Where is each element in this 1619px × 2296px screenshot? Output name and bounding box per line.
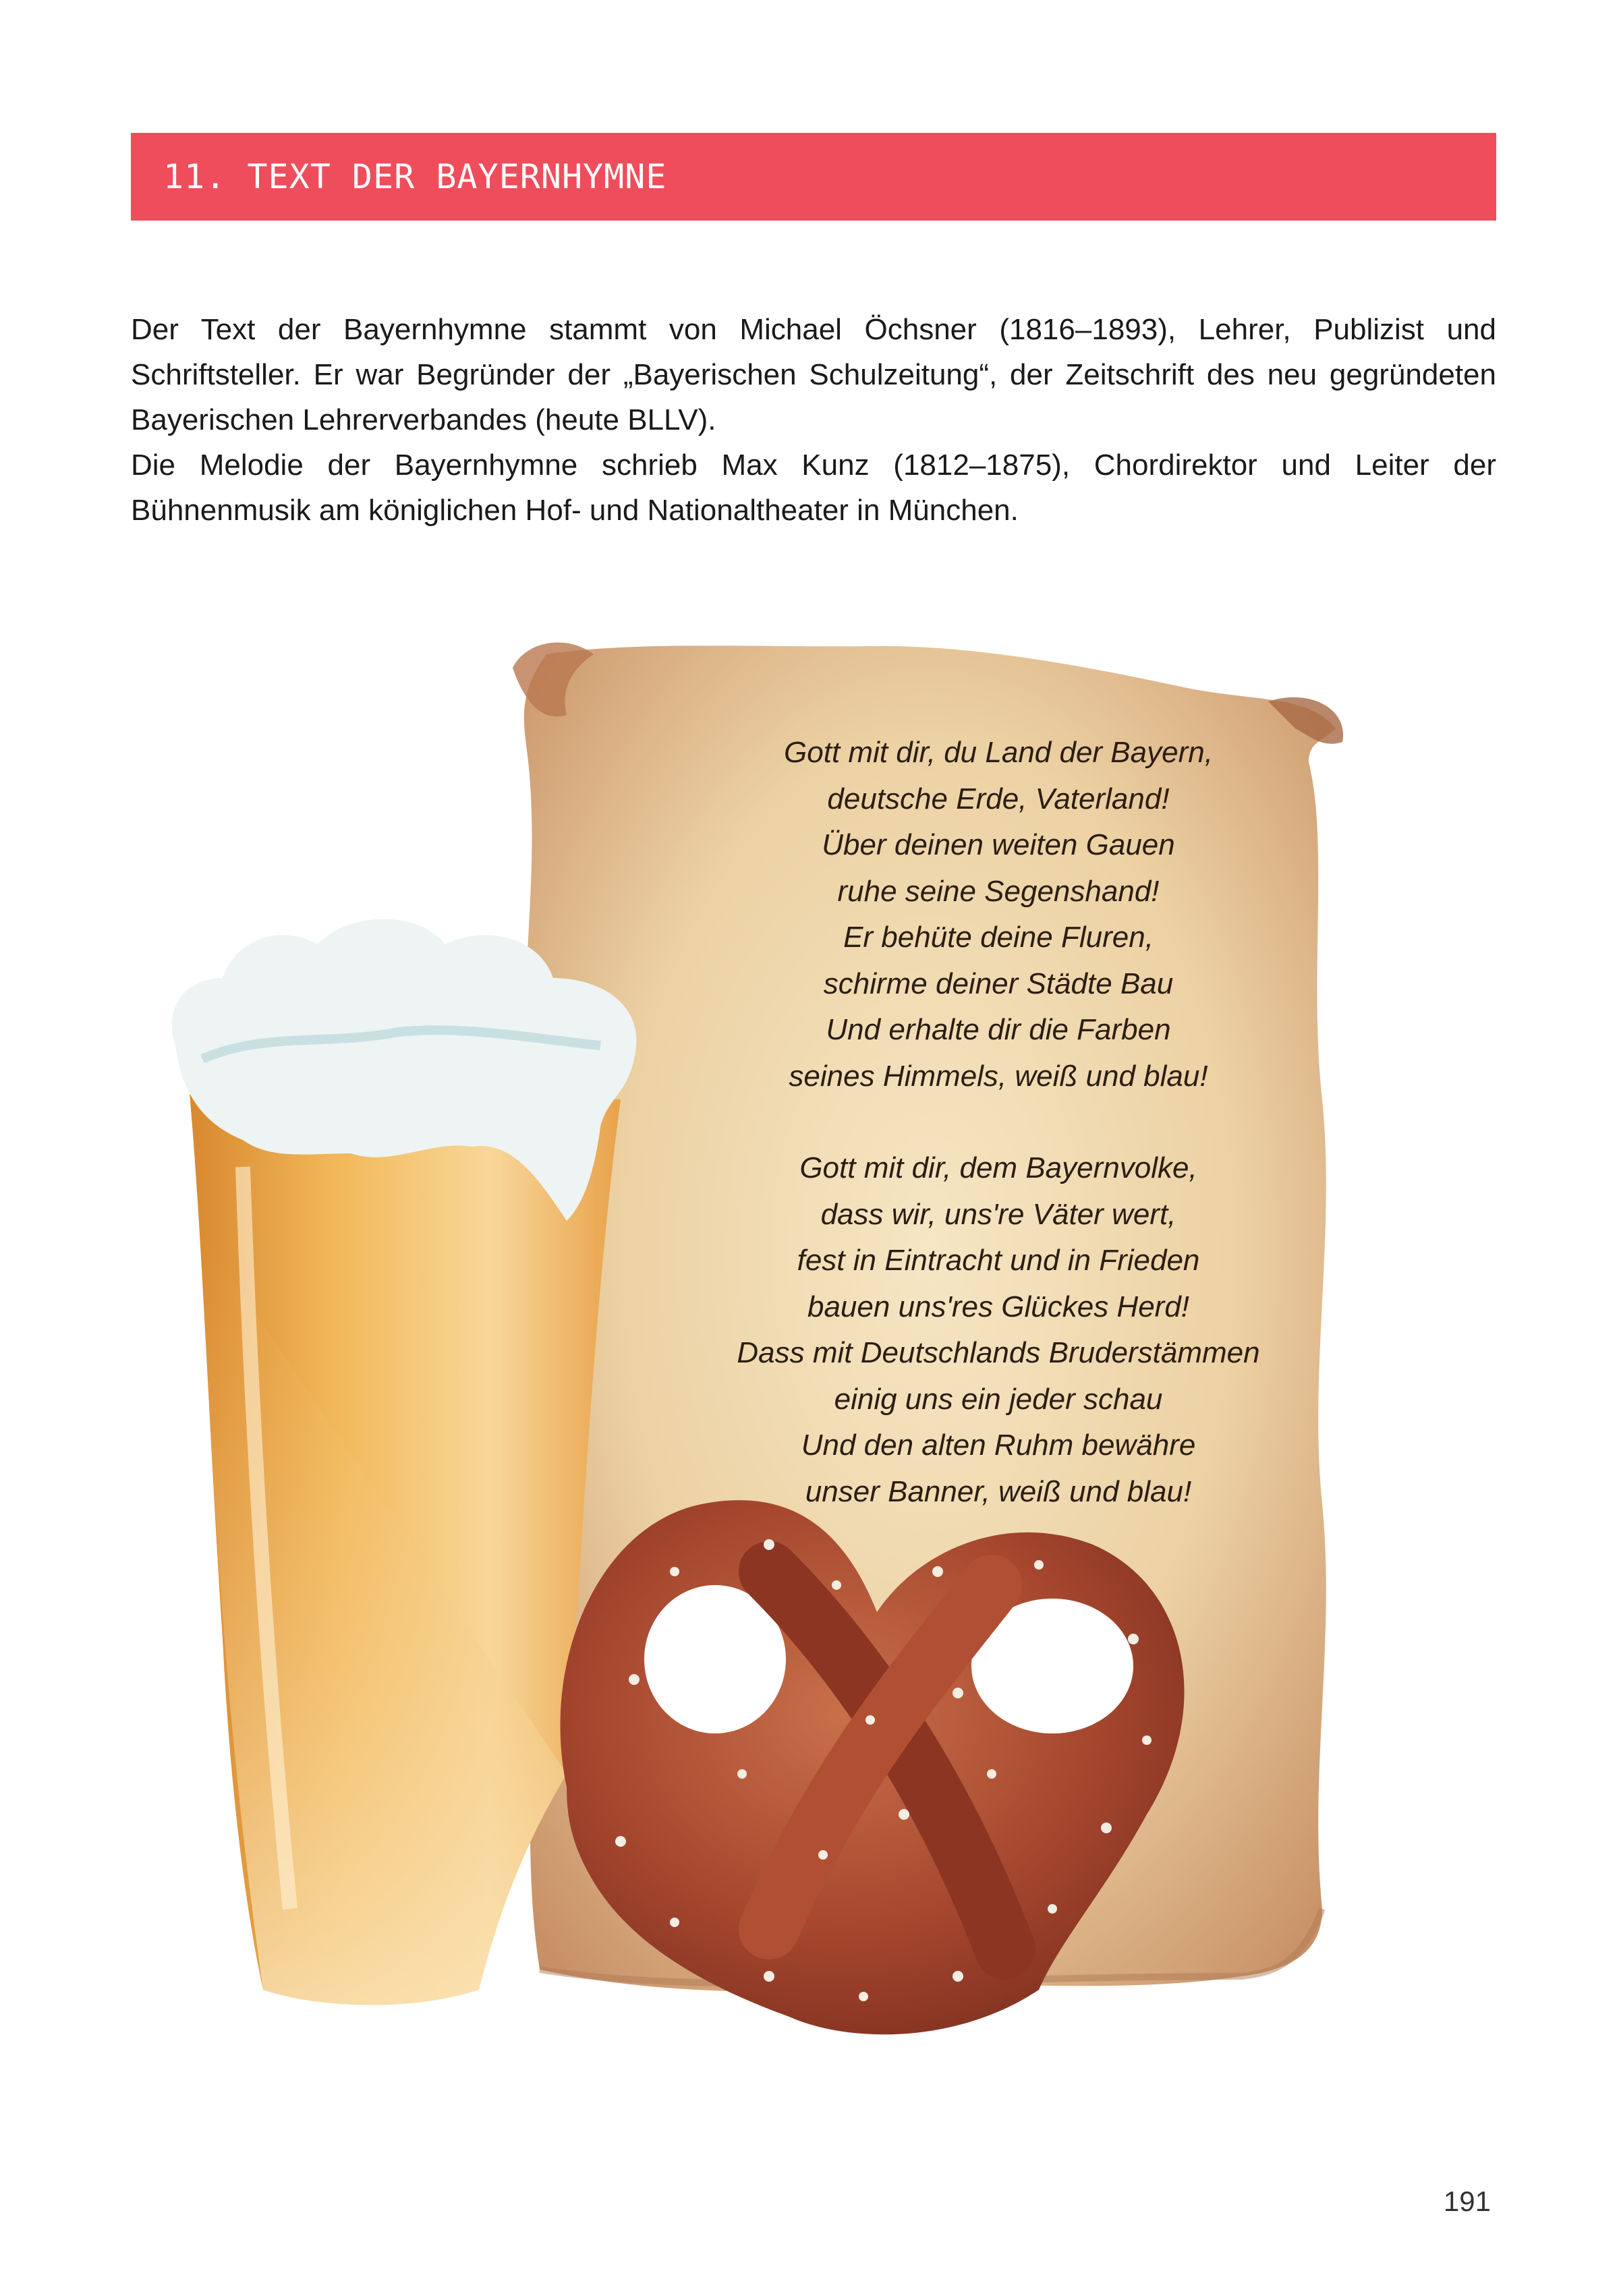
poem-line: Er behüte deine Fluren, <box>843 921 1154 954</box>
poem-line: ruhe seine Segenshand! <box>837 874 1160 908</box>
poem-line: seines Himmels, weiß und blau! <box>789 1059 1208 1093</box>
poem <box>695 730 1302 1515</box>
section-header-bar <box>131 133 1496 221</box>
intro-paragraph-2: Die Melodie der Bayernhymne schrieb Max Kunz (1812–1875), Chordirektor und Leiter der Bühnenmusik am königlichen Hof- und Nationaltheater in München. <box>131 449 1496 527</box>
poem-stanza-1 <box>695 730 1302 1099</box>
intro-paragraph-1: Der Text der Bayernhymne stammt von Michael Öchsner (1816–1893), Lehrer, Publizist und Schriftsteller. Er war Begründer der „Bayerischen Schulzeitung“, der Zeitschrift des neu gegründeten Bayerischen Lehrerverbandes (heute BLLV). <box>131 313 1496 436</box>
poem-line: deutsche Erde, Vaterland! <box>827 782 1170 815</box>
poem-line: Und erhalte dir die Farben <box>826 1013 1171 1046</box>
poem-line: unser Banner, weiß und blau! <box>805 1474 1192 1508</box>
poem-line: bauen uns'res Glückes Herd! <box>807 1290 1190 1323</box>
page-number: 191 <box>1443 2185 1491 2217</box>
intro-text <box>131 307 1496 533</box>
poem-line: schirme deiner Städte Bau <box>823 967 1174 1000</box>
poem-line: Über deinen weiten Gauen <box>822 828 1175 861</box>
poem-line: Und den alten Ruhm bewähre <box>801 1429 1196 1462</box>
poem-line: Dass mit Deutschlands Bruderstämmen <box>737 1336 1260 1369</box>
poem-stanza-2 <box>695 1145 1302 1515</box>
poem-line: Gott mit dir, du Land der Bayern, <box>784 736 1213 769</box>
poem-line: dass wir, uns're Väter wert, <box>820 1197 1176 1231</box>
poem-line: einig uns ein jeder schau <box>834 1382 1163 1416</box>
poem-line: Gott mit dir, dem Bayernvolke, <box>799 1151 1197 1184</box>
poem-line: fest in Eintracht und in Frieden <box>797 1244 1200 1277</box>
section-title: 11. TEXT DER BAYERNHYMNE <box>163 157 667 196</box>
